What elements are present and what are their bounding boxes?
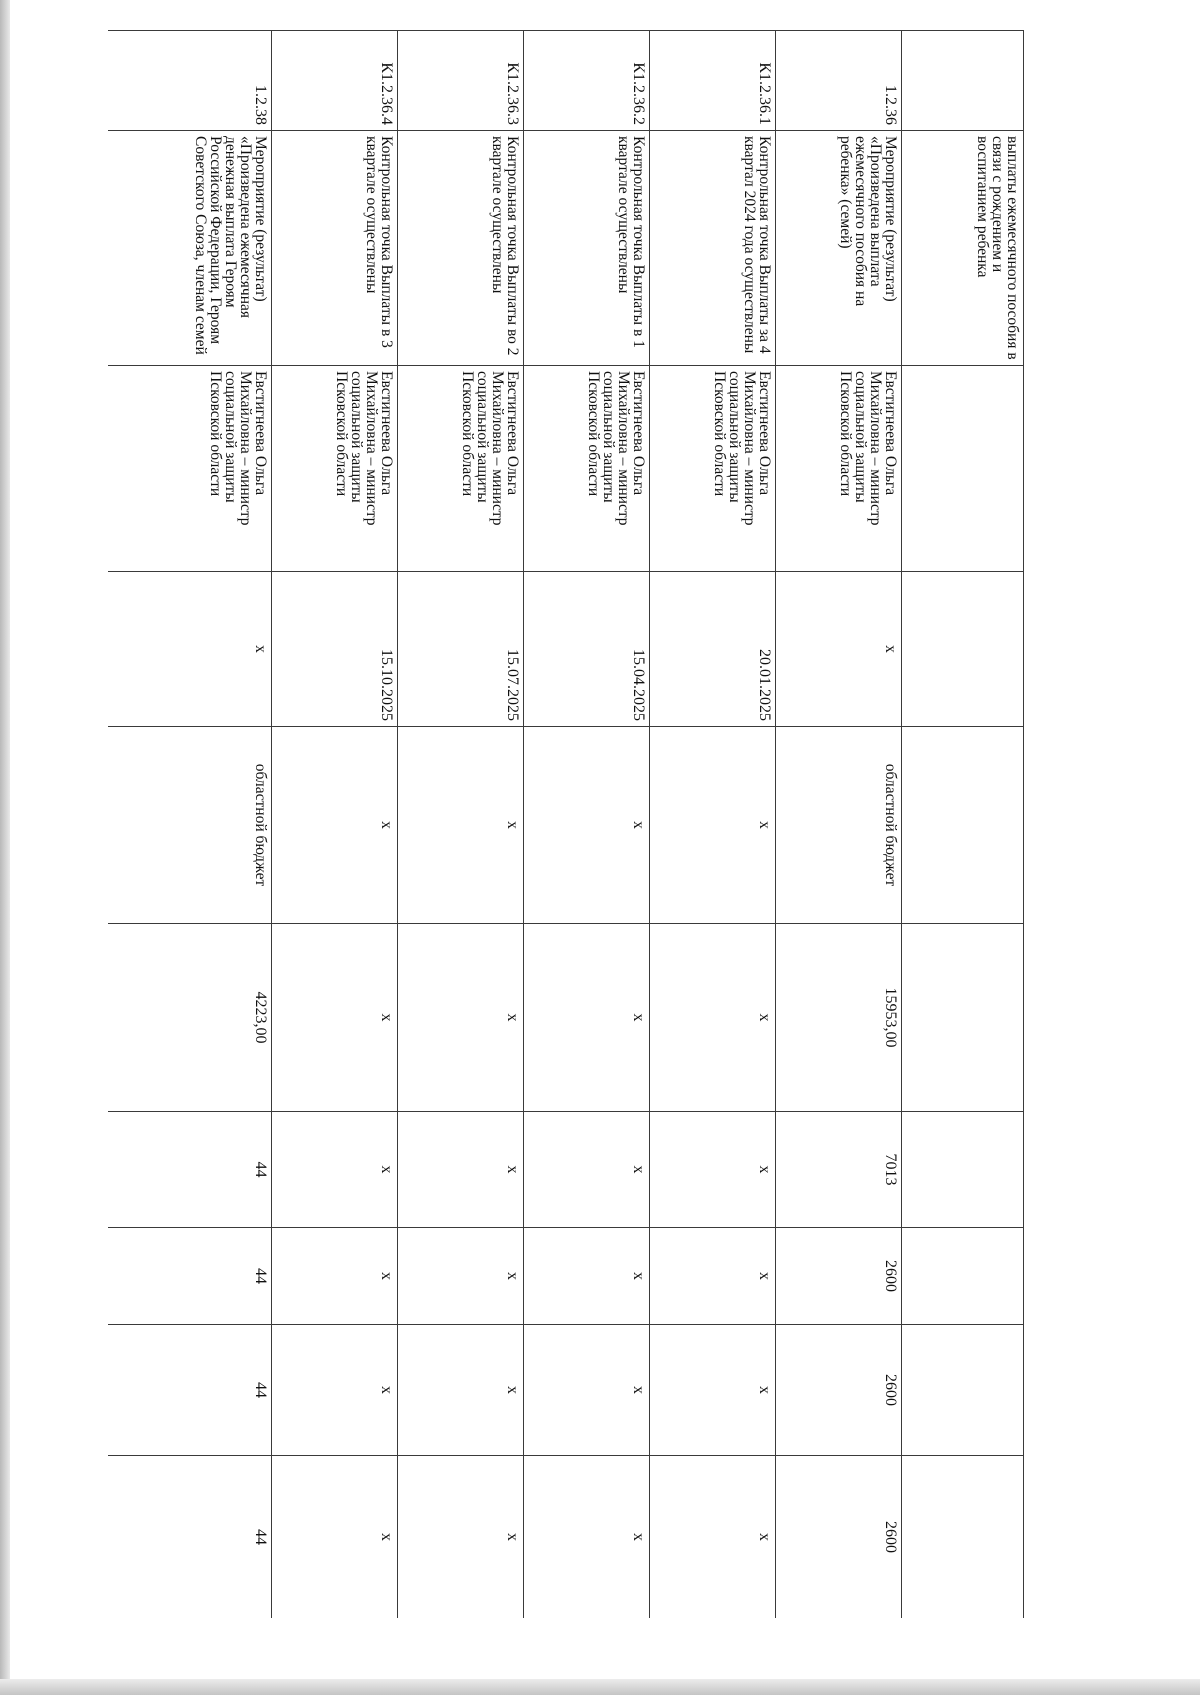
value-4: 2600 bbox=[776, 1456, 902, 1619]
funding-source: x bbox=[398, 727, 524, 924]
funding-source: областной бюджет bbox=[108, 727, 272, 924]
deadline-date: 15.07.2025 bbox=[398, 572, 524, 727]
activity-name: Контрольная точка Выплаты в 1 квартале осуществлены bbox=[524, 131, 650, 366]
value-1: x bbox=[272, 1112, 398, 1228]
funding-amount: x bbox=[650, 924, 776, 1112]
responsible-person: Евстигнеева Ольга Михайловна – министр социальной защиты Псковской области bbox=[524, 366, 650, 572]
funding-amount: x bbox=[398, 924, 524, 1112]
page-edge-left bbox=[0, 0, 10, 1695]
responsible-person bbox=[902, 366, 1024, 572]
table-row bbox=[272, 31, 398, 1619]
value-1: 44 bbox=[108, 1112, 272, 1228]
value-2: 44 bbox=[108, 1228, 272, 1325]
responsible-person: Евстигнеева Ольга Михайловна – министр социальной защиты Псковской области bbox=[650, 366, 776, 572]
funding-amount: 15953,00 bbox=[776, 924, 902, 1112]
deadline-date: x bbox=[776, 572, 902, 727]
row-number: 1.2.36 bbox=[776, 31, 902, 131]
activity-name: Контрольная точка Выплаты в 3 квартале осуществлены bbox=[272, 131, 398, 366]
value-3: x bbox=[272, 1325, 398, 1456]
funding-source: областной бюджет bbox=[776, 727, 902, 924]
value-2: x bbox=[650, 1228, 776, 1325]
row-number: 1.2.38 bbox=[108, 31, 272, 131]
value-1: x bbox=[398, 1112, 524, 1228]
funding-source: x bbox=[524, 727, 650, 924]
funding-amount: x bbox=[272, 924, 398, 1112]
funding-amount: x bbox=[524, 924, 650, 1112]
value-2: x bbox=[272, 1228, 398, 1325]
funding-source bbox=[902, 727, 1024, 924]
value-1: 7013 bbox=[776, 1112, 902, 1228]
value-4: x bbox=[398, 1456, 524, 1619]
value-2: x bbox=[524, 1228, 650, 1325]
responsible-person: Евстигнеева Ольга Михайловна – министр социальной защиты Псковской области bbox=[108, 366, 272, 572]
deadline-date: 15.04.2025 bbox=[524, 572, 650, 727]
funding-amount: 4223,00 bbox=[108, 924, 272, 1112]
responsible-person: Евстигнеева Ольга Михайловна – министр социальной защиты Псковской области bbox=[272, 366, 398, 572]
table-row bbox=[524, 31, 650, 1619]
value-2 bbox=[902, 1228, 1024, 1325]
activity-name: Контрольная точка Выплаты во 2 квартале осуществлены bbox=[398, 131, 524, 366]
funding-amount bbox=[902, 924, 1024, 1112]
funding-source: x bbox=[650, 727, 776, 924]
deadline-date bbox=[902, 572, 1024, 727]
value-2: 2600 bbox=[776, 1228, 902, 1325]
table-row bbox=[650, 31, 776, 1619]
value-2: x bbox=[398, 1228, 524, 1325]
table-row bbox=[108, 31, 272, 1619]
value-1 bbox=[902, 1112, 1024, 1228]
value-1: x bbox=[650, 1112, 776, 1228]
deadline-date: 15.10.2025 bbox=[272, 572, 398, 727]
value-4 bbox=[902, 1456, 1024, 1619]
page-edge-bottom bbox=[0, 1679, 1200, 1695]
row-number: К1.2.36.1 bbox=[650, 31, 776, 131]
activity-name: Контрольная точка Выплаты за 4 квартал 2024 года осуществлены bbox=[650, 131, 776, 366]
activity-name: Мероприятие (результат) «Произведена ежемесячная денежная выплата Героям Российской Федерации, Героям Советского Союза, членам семей bbox=[108, 131, 272, 366]
row-number bbox=[902, 31, 1024, 131]
value-3 bbox=[902, 1325, 1024, 1456]
value-3: x bbox=[524, 1325, 650, 1456]
responsible-person: Евстигнеева Ольга Михайловна – министр социальной защиты Псковской области bbox=[398, 366, 524, 572]
value-3: x bbox=[398, 1325, 524, 1456]
value-3: 44 bbox=[108, 1325, 272, 1456]
deadline-date: 20.01.2025 bbox=[650, 572, 776, 727]
activity-name: выплаты ежемесячного пособия в связи с рождением и воспитанием ребенка bbox=[902, 131, 1024, 366]
scanned-page bbox=[108, 30, 1024, 1618]
deadline-date: x bbox=[108, 572, 272, 727]
row-number: К1.2.36.3 bbox=[398, 31, 524, 131]
value-4: x bbox=[524, 1456, 650, 1619]
value-3: 2600 bbox=[776, 1325, 902, 1456]
funding-source: x bbox=[272, 727, 398, 924]
value-4: x bbox=[272, 1456, 398, 1619]
row-number: К1.2.36.4 bbox=[272, 31, 398, 131]
activities-table bbox=[108, 30, 1024, 1618]
value-1: x bbox=[524, 1112, 650, 1228]
table-row bbox=[902, 31, 1024, 1619]
value-3: x bbox=[650, 1325, 776, 1456]
row-number: К1.2.36.2 bbox=[524, 31, 650, 131]
activity-name: Мероприятие (результат) «Произведена выплата ежемесячного пособия на ребенка» (семей) bbox=[776, 131, 902, 366]
table-row bbox=[398, 31, 524, 1619]
value-4: x bbox=[650, 1456, 776, 1619]
value-4: 44 bbox=[108, 1456, 272, 1619]
responsible-person: Евстигнеева Ольга Михайловна – министр социальной защиты Псковской области bbox=[776, 366, 902, 572]
table-row bbox=[776, 31, 902, 1619]
